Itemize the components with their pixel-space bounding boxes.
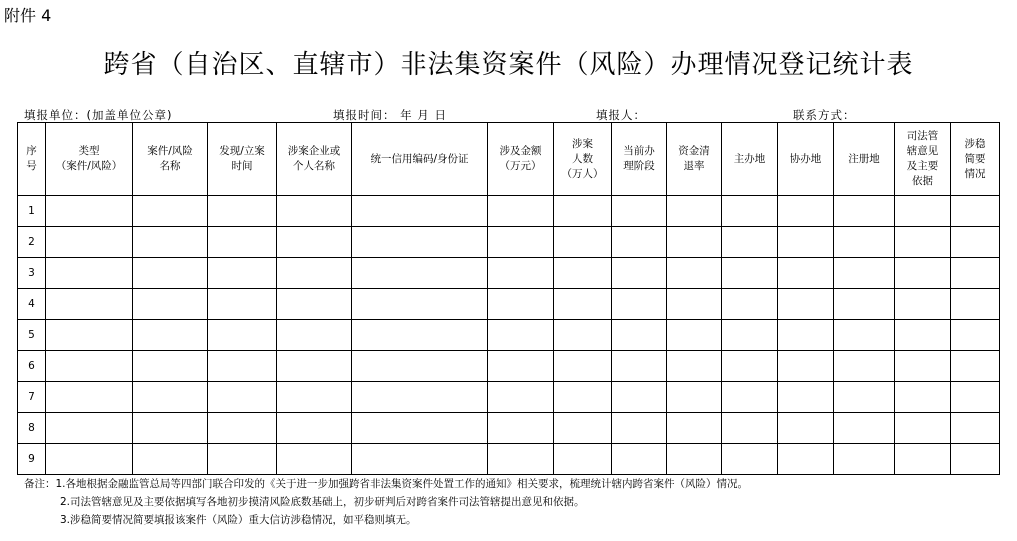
table-cell[interactable]: [277, 196, 352, 227]
table-cell[interactable]: [834, 196, 895, 227]
meta-filler: 填报人：: [596, 108, 646, 122]
table-cell[interactable]: [778, 320, 834, 351]
table-cell[interactable]: [488, 196, 554, 227]
table-cell[interactable]: [778, 351, 834, 382]
table-cell[interactable]: [554, 382, 612, 413]
table-cell[interactable]: [133, 258, 208, 289]
table-cell[interactable]: [895, 382, 951, 413]
table-cell[interactable]: [895, 227, 951, 258]
table-cell[interactable]: [352, 227, 488, 258]
table-cell[interactable]: [488, 289, 554, 320]
table-cell[interactable]: [834, 227, 895, 258]
table-cell[interactable]: [778, 196, 834, 227]
table-cell[interactable]: [352, 382, 488, 413]
table-cell[interactable]: [133, 382, 208, 413]
table-cell[interactable]: [133, 351, 208, 382]
table-cell[interactable]: [488, 320, 554, 351]
table-cell[interactable]: [722, 227, 778, 258]
table-cell[interactable]: [352, 444, 488, 475]
table-cell[interactable]: [612, 444, 667, 475]
table-cell[interactable]: [778, 444, 834, 475]
table-cell[interactable]: [277, 320, 352, 351]
table-cell[interactable]: [834, 289, 895, 320]
attachment-label: 附件 4: [4, 6, 52, 25]
note-line-3: 3.涉稳简要情况简要填报该案件（风险）重大信访涉稳情况，如平稳则填无。: [60, 514, 417, 526]
table-cell[interactable]: [133, 227, 208, 258]
table-cell[interactable]: [554, 351, 612, 382]
table-cell[interactable]: [722, 351, 778, 382]
table-cell[interactable]: [667, 258, 722, 289]
table-cell[interactable]: [778, 413, 834, 444]
table-cell[interactable]: [951, 320, 1000, 351]
table-cell[interactable]: [208, 227, 277, 258]
table-cell[interactable]: [667, 382, 722, 413]
row-number: 6: [18, 351, 46, 382]
table-cell[interactable]: [133, 196, 208, 227]
table-cell[interactable]: [612, 258, 667, 289]
table-cell[interactable]: [133, 289, 208, 320]
table-cell[interactable]: [612, 351, 667, 382]
table-cell[interactable]: [834, 382, 895, 413]
table-cell[interactable]: [46, 227, 133, 258]
column-header: 涉及金额 （万元）: [488, 123, 554, 196]
row-number: 8: [18, 413, 46, 444]
meta-unit: 填报单位：(加盖单位公章): [24, 108, 173, 122]
table-row: [18, 382, 1000, 413]
table-cell[interactable]: [488, 227, 554, 258]
table-cell[interactable]: [488, 444, 554, 475]
table-cell[interactable]: [951, 196, 1000, 227]
meta-time: 填报时间： 年 月 日: [333, 108, 447, 122]
table-cell[interactable]: [834, 351, 895, 382]
table-cell[interactable]: [834, 258, 895, 289]
table-cell[interactable]: [133, 320, 208, 351]
table-row: [18, 413, 1000, 444]
table-cell[interactable]: [895, 444, 951, 475]
meta-contact: 联系方式：: [793, 108, 856, 122]
table-cell[interactable]: [277, 382, 352, 413]
table-cell[interactable]: [352, 413, 488, 444]
table-cell[interactable]: [208, 351, 277, 382]
column-header: 主办地: [722, 123, 778, 196]
table-cell[interactable]: [554, 413, 612, 444]
table-cell[interactable]: [46, 258, 133, 289]
table-cell[interactable]: [488, 382, 554, 413]
row-number: 9: [18, 444, 46, 475]
table-cell[interactable]: [208, 382, 277, 413]
table-cell[interactable]: [951, 351, 1000, 382]
table-cell[interactable]: [778, 227, 834, 258]
table-cell[interactable]: [612, 227, 667, 258]
table-cell[interactable]: [488, 413, 554, 444]
table-cell[interactable]: [352, 258, 488, 289]
table-cell[interactable]: [352, 320, 488, 351]
table-cell[interactable]: [554, 289, 612, 320]
table-cell[interactable]: [667, 320, 722, 351]
row-number: 2: [18, 227, 46, 258]
table-cell[interactable]: [277, 227, 352, 258]
table-cell[interactable]: [208, 320, 277, 351]
statistics-table: [17, 122, 1000, 475]
table-cell[interactable]: [667, 289, 722, 320]
column-header: 统一信用编码/身份证: [352, 123, 488, 196]
table-cell[interactable]: [895, 351, 951, 382]
table-cell[interactable]: [208, 444, 277, 475]
table-cell[interactable]: [951, 413, 1000, 444]
table-cell[interactable]: [722, 258, 778, 289]
table-cell[interactable]: [208, 413, 277, 444]
table-cell[interactable]: [208, 258, 277, 289]
note-line-2: 2.司法管辖意见及主要依据填写各地初步摸清风险底数基础上，初步研判后对跨省案件司法管辖提出意见和依据。: [60, 496, 585, 508]
column-header: 涉案 人数 （万人）: [554, 123, 612, 196]
table-cell[interactable]: [951, 444, 1000, 475]
table-cell[interactable]: [277, 289, 352, 320]
table-cell[interactable]: [722, 413, 778, 444]
table-cell[interactable]: [208, 196, 277, 227]
table-row: [18, 444, 1000, 475]
row-number: 3: [18, 258, 46, 289]
table-row: [18, 258, 1000, 289]
table-cell[interactable]: [667, 227, 722, 258]
table-cell[interactable]: [834, 413, 895, 444]
table-cell[interactable]: [46, 320, 133, 351]
table-cell[interactable]: [277, 351, 352, 382]
table-cell[interactable]: [667, 413, 722, 444]
table-cell[interactable]: [612, 320, 667, 351]
table-cell[interactable]: [667, 196, 722, 227]
row-number: 4: [18, 289, 46, 320]
column-header: 涉案企业或 个人名称: [277, 123, 352, 196]
note-line-1: 备注：1.各地根据金融监管总局等四部门联合印发的《关于进一步加强跨省非法集资案件处置工作的通知》相关要求，梳理统计辖内跨省案件（风险）情况。: [24, 478, 749, 490]
table-row: [18, 227, 1000, 258]
table-cell[interactable]: [612, 413, 667, 444]
table-cell[interactable]: [352, 196, 488, 227]
table-cell[interactable]: [951, 289, 1000, 320]
table-row: [18, 289, 1000, 320]
table-row: [18, 351, 1000, 382]
column-header: 发现/立案 时间: [208, 123, 277, 196]
table-cell[interactable]: [895, 320, 951, 351]
table-cell[interactable]: [46, 289, 133, 320]
table-cell[interactable]: [722, 196, 778, 227]
column-header: 注册地: [834, 123, 895, 196]
table-cell[interactable]: [554, 258, 612, 289]
table-cell[interactable]: [612, 289, 667, 320]
table-cell[interactable]: [488, 258, 554, 289]
table-cell[interactable]: [612, 382, 667, 413]
table-cell[interactable]: [277, 258, 352, 289]
row-number: 7: [18, 382, 46, 413]
column-header: 类型 （案件/风险）: [46, 123, 133, 196]
table-cell[interactable]: [667, 351, 722, 382]
table-cell[interactable]: [895, 413, 951, 444]
table-cell[interactable]: [46, 382, 133, 413]
table-cell[interactable]: [834, 320, 895, 351]
table-cell[interactable]: [46, 444, 133, 475]
table-row: [18, 196, 1000, 227]
table-cell[interactable]: [895, 258, 951, 289]
table-cell[interactable]: [46, 351, 133, 382]
column-header: 司法管 辖意见 及主要 依据: [895, 123, 951, 196]
column-header: 资金清 退率: [667, 123, 722, 196]
table-cell[interactable]: [951, 382, 1000, 413]
table-cell[interactable]: [778, 258, 834, 289]
table-cell[interactable]: [277, 444, 352, 475]
table-cell[interactable]: [722, 320, 778, 351]
column-header: 协办地: [778, 123, 834, 196]
table-cell[interactable]: [46, 196, 133, 227]
table-cell[interactable]: [895, 196, 951, 227]
column-header: 涉稳 简要 情况: [951, 123, 1000, 196]
table-cell[interactable]: [778, 382, 834, 413]
table-cell[interactable]: [554, 196, 612, 227]
table-cell[interactable]: [667, 444, 722, 475]
column-header: 案件/风险 名称: [133, 123, 208, 196]
table-cell[interactable]: [778, 289, 834, 320]
table-cell[interactable]: [895, 289, 951, 320]
table-cell[interactable]: [612, 196, 667, 227]
table-cell[interactable]: [951, 227, 1000, 258]
table-cell[interactable]: [133, 444, 208, 475]
table-cell[interactable]: [133, 413, 208, 444]
table-header-row: [18, 123, 1000, 196]
table-cell[interactable]: [554, 320, 612, 351]
table-cell[interactable]: [352, 351, 488, 382]
table-cell[interactable]: [554, 227, 612, 258]
row-number: 1: [18, 196, 46, 227]
page-title: 跨省（自治区、直辖市）非法集资案件（风险）办理情况登记统计表: [103, 50, 914, 80]
column-header: 序 号: [18, 123, 46, 196]
table-cell[interactable]: [722, 444, 778, 475]
table-cell[interactable]: [722, 382, 778, 413]
table-cell[interactable]: [208, 289, 277, 320]
row-number: 5: [18, 320, 46, 351]
table-cell[interactable]: [46, 413, 133, 444]
table-cell[interactable]: [722, 289, 778, 320]
table-cell[interactable]: [951, 258, 1000, 289]
table-row: [18, 320, 1000, 351]
table-cell[interactable]: [834, 444, 895, 475]
table-cell[interactable]: [554, 444, 612, 475]
column-header: 当前办 理阶段: [612, 123, 667, 196]
table-cell[interactable]: [277, 413, 352, 444]
table-cell[interactable]: [352, 289, 488, 320]
notes: [24, 475, 748, 529]
table-cell[interactable]: [488, 351, 554, 382]
